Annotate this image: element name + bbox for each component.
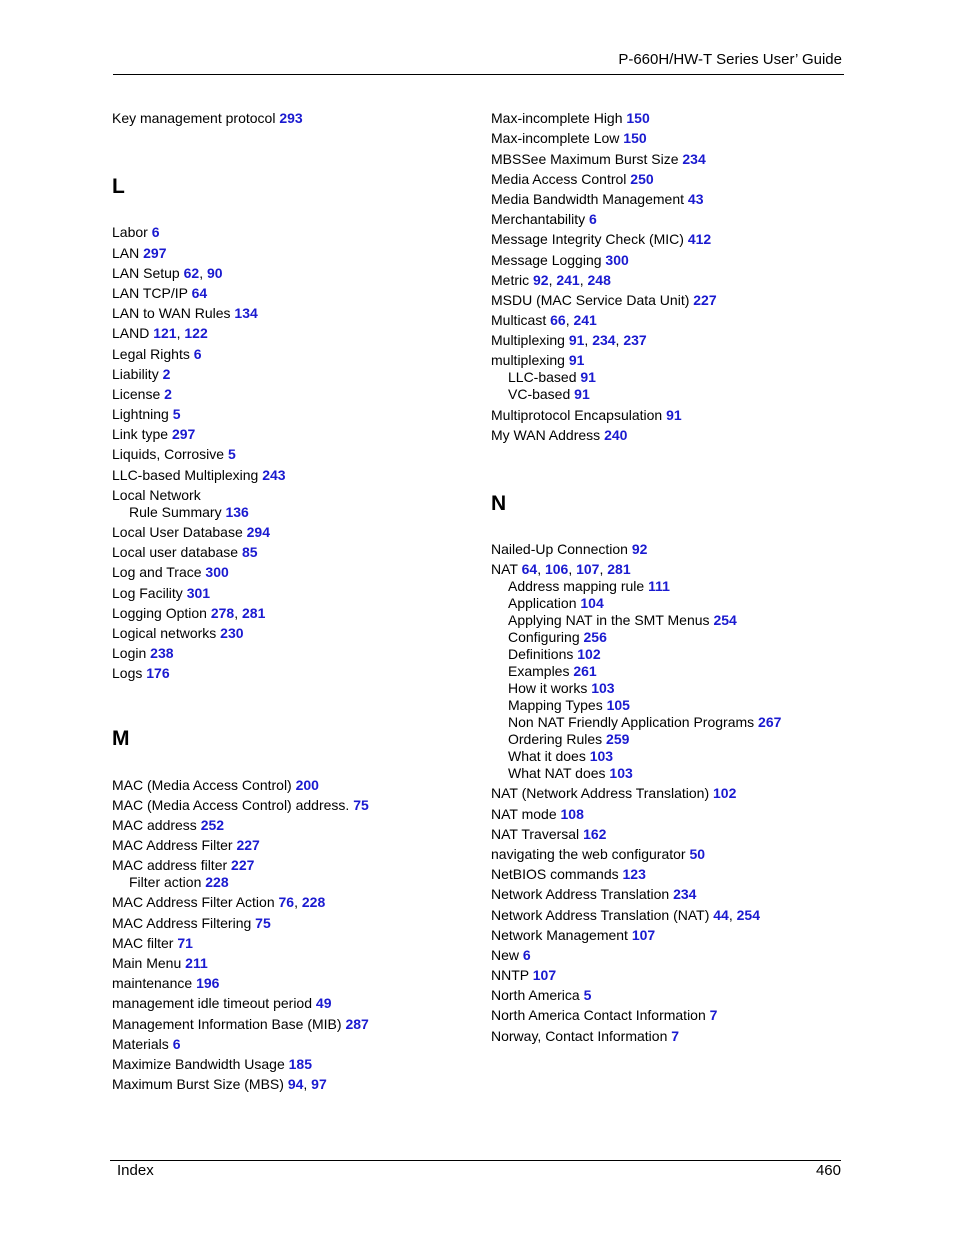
index-entry (112, 346, 472, 363)
index-term: Key management protocol (112, 110, 280, 127)
page-separator: , (584, 332, 593, 349)
page-link[interactable]: 107 (576, 561, 600, 578)
index-term: Logging Option (112, 604, 211, 621)
page-link[interactable]: 150 (626, 110, 650, 127)
page-separator: , (234, 604, 242, 621)
index-term: Definitions (508, 646, 578, 663)
index-term: Liquids, Corrosive (112, 446, 228, 463)
index-term: LLC-based Multiplexing (112, 466, 263, 483)
index-subentry (491, 714, 851, 731)
index-entry (112, 366, 472, 383)
index-entry (491, 252, 851, 269)
index-term: Local User Database (112, 524, 247, 540)
page-link[interactable]: 62 (183, 264, 200, 281)
page-link[interactable]: 103 (589, 748, 614, 765)
index-term: LAN to WAN Rules (112, 305, 235, 322)
page-separator: , (176, 325, 185, 342)
index-term: Norway, Contact Information (491, 1027, 672, 1044)
page-link[interactable]: 123 (622, 866, 646, 883)
index-term: Network Address Translation (NAT) (491, 906, 714, 923)
index-subentry (491, 629, 851, 646)
page-link[interactable]: 150 (623, 130, 647, 147)
page-link[interactable]: 211 (185, 955, 208, 971)
index-entry (112, 665, 472, 682)
page-link[interactable]: 230 (220, 624, 244, 641)
page-link[interactable]: 6 (589, 211, 597, 228)
page-link[interactable]: 294 (246, 524, 270, 540)
index-entry (112, 894, 472, 911)
page-link[interactable]: 85 (241, 544, 258, 561)
index-entry (112, 386, 472, 403)
footer-section-label: Index (117, 1162, 154, 1179)
page-link[interactable]: 250 (630, 170, 654, 187)
index-term: What it does (508, 748, 590, 765)
index-term: LAND (112, 325, 154, 342)
index-term: Multiplexing (491, 332, 569, 349)
page-link[interactable]: 134 (234, 305, 258, 322)
index-term: NAT Traversal (491, 825, 584, 842)
page-link[interactable]: 234 (673, 886, 697, 903)
index-entry (112, 110, 472, 127)
page-link[interactable]: 6 (193, 345, 202, 362)
index-entry (112, 817, 472, 834)
index-term: LAN Setup (112, 264, 184, 281)
index-term: Multicast (491, 312, 551, 329)
index-term: Configuring (508, 629, 584, 646)
page-link[interactable]: 91 (580, 369, 596, 386)
index-column-right (491, 107, 851, 1045)
index-term: Merchantability (491, 211, 590, 228)
section-gap (112, 682, 472, 727)
index-term: Media Access Control (491, 170, 631, 187)
index-subentry (491, 612, 851, 629)
page-separator: , (548, 271, 557, 288)
index-entry (491, 211, 851, 228)
index-term: multiplexing (491, 352, 569, 369)
page-link[interactable]: 293 (279, 110, 303, 127)
index-term: Filter action (129, 874, 206, 891)
page-link[interactable]: 297 (171, 426, 196, 443)
index-term: Logical networks (112, 624, 221, 641)
index-entry (112, 487, 472, 504)
page-link[interactable]: 121 (153, 325, 177, 342)
index-entry (491, 785, 851, 802)
page-link[interactable]: 64 (521, 561, 538, 578)
index-term: How it works (508, 680, 592, 697)
index-entry (491, 332, 851, 349)
page-link[interactable]: 240 (604, 426, 628, 443)
section-gap (491, 516, 851, 538)
page-link[interactable]: 108 (560, 805, 584, 822)
index-entry (112, 564, 472, 581)
index-entry (112, 446, 472, 463)
index-entry (112, 645, 472, 662)
page-separator: , (615, 332, 624, 349)
index-entry (491, 846, 851, 863)
index-term: New (491, 946, 523, 963)
page-link[interactable]: 103 (609, 765, 633, 782)
page-link[interactable]: 227 (231, 857, 255, 874)
page-link[interactable]: 94 (287, 1076, 304, 1093)
page-link[interactable]: 64 (191, 284, 208, 301)
page-link[interactable]: 6 (522, 946, 531, 963)
page-link[interactable]: 185 (288, 1055, 312, 1072)
index-term: LAN TCP/IP (112, 284, 192, 301)
index-entry (112, 1056, 472, 1073)
index-term: Management Information Base (MIB) (112, 1015, 346, 1032)
page-link[interactable]: 102 (577, 646, 601, 663)
index-subentry (491, 646, 851, 663)
index-entry (112, 935, 472, 952)
index-entry (491, 407, 851, 424)
page-separator: , (599, 561, 608, 578)
index-entry (112, 625, 472, 642)
page-link[interactable]: 6 (172, 1035, 181, 1052)
index-entry (112, 857, 472, 874)
page-link[interactable]: 281 (242, 604, 266, 621)
index-term: North America Contact Information (491, 1007, 710, 1024)
index-entry (112, 265, 472, 282)
index-term: My WAN Address (491, 426, 605, 443)
index-term: Non NAT Friendly Application Programs (508, 714, 759, 731)
index-term: Logs (112, 665, 147, 682)
index-subentry (491, 386, 851, 403)
index-entry (112, 1036, 472, 1053)
index-subentry (491, 731, 851, 748)
page-link[interactable]: 102 (713, 785, 737, 802)
index-term: LAN (112, 244, 144, 261)
page-link[interactable]: 136 (225, 503, 249, 520)
index-entry (112, 1016, 472, 1033)
index-term: MAC filter (112, 934, 178, 951)
index-term: Labor (112, 224, 152, 241)
page-link[interactable]: 97 (311, 1076, 327, 1093)
index-entry (491, 231, 851, 248)
page-link[interactable]: 176 (146, 665, 170, 682)
page-link[interactable]: 66 (550, 312, 566, 329)
index-term: LLC-based (508, 369, 581, 386)
index-term: NetBIOS commands (491, 866, 623, 883)
index-term: Nailed-Up Connection (491, 541, 632, 557)
page-separator: , (294, 894, 302, 911)
page-link[interactable]: 90 (206, 264, 223, 281)
index-entry (112, 837, 472, 854)
index-term: Multiprotocol Encapsulation (491, 406, 667, 423)
page-link[interactable]: 234 (682, 150, 706, 167)
section-gap (112, 751, 472, 773)
index-entry (112, 406, 472, 423)
index-term: MAC (Media Access Control) (112, 776, 296, 793)
index-term: MAC address (112, 816, 201, 833)
page-link[interactable]: 105 (606, 697, 630, 714)
page-separator: , (303, 1076, 312, 1093)
page-link[interactable]: 76 (278, 894, 295, 911)
index-entry (112, 955, 472, 972)
page-link[interactable]: 75 (255, 914, 271, 931)
index-term: MAC Address Filter Action (112, 894, 279, 911)
index-term: MSDU (MAC Service Data Unit) (491, 291, 694, 308)
page-link[interactable]: 91 (568, 332, 585, 349)
page-link[interactable]: 5 (227, 446, 236, 463)
page-separator: , (568, 561, 577, 578)
index-entry (491, 927, 851, 944)
index-term: Max-incomplete Low (491, 130, 624, 147)
index-entry (491, 292, 851, 309)
page-link[interactable]: 278 (210, 604, 235, 621)
index-entry (491, 427, 851, 444)
page-link[interactable]: 107 (631, 926, 656, 943)
page-link[interactable]: 49 (315, 995, 332, 1012)
index-entry (491, 191, 851, 208)
page-link[interactable]: 261 (573, 663, 597, 680)
index-term: Address mapping rule (508, 578, 649, 595)
page-link[interactable]: 43 (687, 190, 704, 207)
index-term: What NAT does (508, 765, 610, 782)
index-term: NNTP (491, 967, 533, 984)
index-term: Log Facility (112, 584, 187, 601)
page-link[interactable]: 254 (713, 612, 737, 629)
index-subentry (112, 874, 472, 891)
page-link[interactable]: 92 (533, 271, 549, 288)
index-term: maintenance (112, 975, 197, 992)
page-link[interactable]: 104 (580, 595, 604, 612)
page-link[interactable]: 200 (295, 776, 319, 793)
index-entry (491, 1007, 851, 1024)
index-term: Legal Rights (112, 345, 194, 362)
index-term: Message Logging (491, 251, 606, 268)
page-separator: , (579, 271, 588, 288)
page-link[interactable]: 227 (236, 837, 260, 854)
index-entry (112, 585, 472, 602)
index-entry (491, 987, 851, 1004)
index-term: Materials (112, 1035, 173, 1052)
page-link[interactable]: 71 (177, 934, 193, 951)
index-entry (491, 110, 851, 127)
page-link[interactable]: 259 (606, 731, 630, 748)
index-letter-heading: L (112, 175, 125, 199)
index-term: Rule Summary (129, 503, 226, 520)
index-entry (491, 171, 851, 188)
page-link[interactable]: 2 (164, 385, 172, 402)
page-link[interactable]: 91 (568, 352, 585, 369)
index-entry (491, 866, 851, 883)
page-link[interactable]: 7 (709, 1007, 718, 1024)
page-link[interactable]: 237 (623, 332, 647, 349)
page-link[interactable]: 5 (172, 406, 181, 423)
page-link[interactable]: 107 (532, 967, 557, 984)
page-link[interactable]: 300 (205, 564, 229, 581)
index-column-left (112, 107, 472, 1093)
index-term: Application (508, 595, 581, 612)
index-term: Network Management (491, 926, 632, 943)
index-term: Message Integrity Check (MIC) (491, 231, 688, 248)
page-link[interactable]: 75 (353, 796, 369, 813)
index-entry (112, 797, 472, 814)
index-term: MAC Address Filter (112, 837, 237, 854)
page-link[interactable]: 256 (583, 629, 607, 646)
index-term: Metric (491, 271, 533, 288)
page-link[interactable]: 287 (345, 1015, 369, 1032)
page-link[interactable]: 243 (262, 466, 286, 483)
index-entry (112, 975, 472, 992)
index-subentry (491, 595, 851, 612)
page-link[interactable]: 91 (666, 406, 682, 423)
index-entry (112, 544, 472, 561)
index-term: Maximize Bandwidth Usage (112, 1055, 289, 1072)
index-term: Max-incomplete High (491, 110, 627, 127)
page-link[interactable]: 234 (592, 332, 616, 349)
page-link[interactable]: 103 (591, 680, 615, 697)
index-entry (491, 561, 851, 578)
index-term: Maximum Burst Size (MBS) (112, 1076, 288, 1093)
index-term: Lightning (112, 406, 173, 423)
index-term: MAC Address Filtering (112, 914, 256, 931)
page-link[interactable]: 106 (544, 561, 569, 578)
index-term: MAC address filter (112, 857, 232, 874)
page-link[interactable]: 281 (607, 561, 631, 578)
page-separator: , (199, 264, 207, 281)
page-link[interactable]: 252 (200, 816, 225, 833)
footer-page-number: 460 (815, 1162, 841, 1179)
index-entry (491, 1028, 851, 1045)
index-term: Login (112, 645, 151, 662)
page-link[interactable]: 241 (573, 312, 597, 329)
index-entry (112, 915, 472, 932)
header-rule (113, 74, 844, 75)
index-term: License (112, 385, 165, 402)
page-link[interactable]: 111 (648, 578, 670, 595)
index-term: management idle timeout period (112, 995, 316, 1012)
index-term: NAT mode (491, 805, 561, 822)
page-link[interactable]: 5 (583, 987, 592, 1004)
index-entry (112, 245, 472, 262)
section-gap (112, 127, 472, 175)
index-term: Network Address Translation (491, 886, 674, 903)
page-link[interactable]: 267 (758, 714, 782, 731)
index-term: North America (491, 987, 584, 1004)
index-subentry (112, 504, 472, 521)
index-term: NAT (Network Address Translation) (491, 785, 714, 802)
index-subentry (491, 765, 851, 782)
section-gap (112, 199, 472, 221)
page-link[interactable]: 91 (574, 386, 590, 403)
page-link[interactable]: 122 (184, 325, 208, 342)
index-term: Mapping Types (508, 697, 607, 714)
page-separator: , (537, 561, 545, 578)
index-entry (112, 224, 472, 241)
index-entry (491, 886, 851, 903)
page-link[interactable]: 248 (587, 271, 611, 288)
index-letter-heading: M (112, 727, 130, 751)
index-term: Applying NAT in the SMT Menus (508, 612, 714, 629)
index-subentry (491, 680, 851, 697)
page-link[interactable]: 2 (162, 365, 171, 382)
footer-rule (110, 1160, 841, 1161)
index-entry (112, 285, 472, 302)
index-term: Log and Trace (112, 564, 206, 581)
page-link[interactable]: 227 (693, 291, 717, 308)
index-entry (112, 524, 472, 541)
index-subentry (491, 697, 851, 714)
index-entry (112, 777, 472, 794)
page-link[interactable]: 228 (301, 894, 326, 911)
index-entry (112, 325, 472, 342)
index-term: Link type (112, 426, 172, 443)
page-link[interactable]: 297 (143, 244, 167, 261)
index-entry (491, 312, 851, 329)
index-term: Main Menu (112, 955, 186, 971)
page-link[interactable]: 228 (205, 874, 229, 891)
index-term: VC-based (508, 386, 575, 403)
index-entry (112, 426, 472, 443)
page-link[interactable]: 254 (736, 906, 760, 923)
page-link[interactable]: 162 (583, 825, 607, 842)
index-subentry (491, 578, 851, 595)
index-entry (112, 1076, 472, 1093)
page-link[interactable]: 300 (605, 251, 629, 268)
index-entry (491, 947, 851, 964)
index-subentry (491, 748, 851, 765)
page-link[interactable]: 6 (151, 224, 160, 241)
page-link[interactable]: 50 (689, 845, 706, 862)
running-header-title: P-660H/HW-T Series User’ Guide (618, 51, 842, 68)
index-entry (491, 967, 851, 984)
index-term: Ordering Rules (508, 731, 607, 748)
page-link[interactable]: 238 (150, 645, 174, 662)
page-separator: , (728, 906, 737, 923)
index-entry (491, 806, 851, 823)
index-entry (112, 605, 472, 622)
index-term: MBSSee Maximum Burst Size (491, 150, 683, 167)
page-separator: , (565, 312, 574, 329)
page-link[interactable]: 301 (186, 584, 211, 601)
index-term: navigating the web configurator (491, 845, 690, 862)
page-link[interactable]: 241 (556, 271, 580, 288)
index-entry (112, 467, 472, 484)
section-gap (491, 444, 851, 492)
index-entry (491, 541, 851, 558)
index-entry (491, 151, 851, 168)
page-link[interactable]: 196 (196, 975, 220, 992)
index-term: NAT (491, 561, 522, 578)
index-term: Local Network (112, 486, 201, 503)
index-entry (491, 130, 851, 147)
index-term: MAC (Media Access Control) address. (112, 796, 354, 813)
index-subentry (491, 663, 851, 680)
page-link[interactable]: 92 (631, 541, 648, 557)
index-entry (112, 995, 472, 1012)
page-link[interactable]: 7 (671, 1027, 680, 1044)
index-entry (491, 907, 851, 924)
index-term: Media Bandwidth Management (491, 190, 688, 207)
index-term: Liability (112, 365, 163, 382)
page-link[interactable]: 44 (713, 906, 729, 923)
index-term: Examples (508, 663, 574, 680)
index-term: Local user database (112, 544, 242, 561)
index-entry (491, 352, 851, 369)
index-entry (491, 826, 851, 843)
index-letter-heading: N (491, 491, 507, 515)
page-link[interactable]: 412 (687, 231, 712, 248)
index-entry (112, 305, 472, 322)
index-subentry (491, 369, 851, 386)
index-entry (491, 272, 851, 289)
